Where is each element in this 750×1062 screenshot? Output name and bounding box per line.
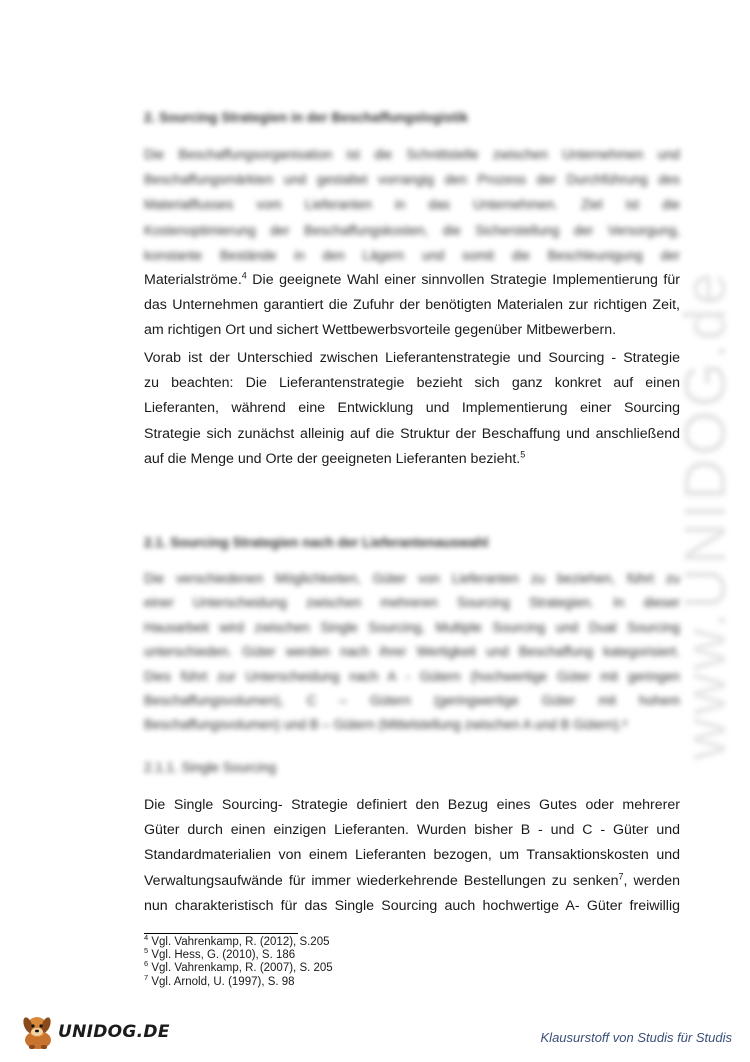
text-line: einer Unterscheidung zwischen mehreren Sourcing Strategien. In dieser (144, 595, 680, 611)
text-line: Die verschiedenen Möglichkeiten, Güter von Lieferanten zu beziehen, führt zu (144, 571, 680, 586)
subsection-heading: 2.1. Sourcing Strategien nach der Lieferantenauswahl (144, 535, 489, 550)
text-line: das Unternehmen garantiert die Zufuhr der benötigten Materialen zur richtigen Zeit, (144, 297, 680, 314)
text-line: nun charakteristisch für das Single Sourcing auch hochwertige A- Güter freiwillig (144, 897, 680, 914)
text-line: auf die Menge und Orte der geeigneten Lieferanten bezieht.$^5$ (144, 449, 526, 467)
text-line: Kostenoptimierung der Beschaffungskosten, die Sicherstellung der Versorgung, (144, 222, 680, 238)
text-line: Verwaltungsaufwände für immer wiederkehrende Bestellungen zu senken$^7$, werden (144, 870, 681, 889)
dog-mascot-icon (20, 1013, 56, 1051)
text-line: unterschieden. Güter werden nach ihrer Wertigkeit und Beschaffung kategorisiert. (144, 644, 680, 660)
text-line: Beschaffungsmärkten und gestaltet vorrangig den Prozess der Durchführung des (144, 172, 680, 188)
paragraph-4 (144, 793, 680, 919)
text-line: Beschaffungsvolumen), C – Gütern (geringwertige Güter mit hohem (144, 693, 680, 709)
footnote: $^6$ Vgl. Vahrenkamp, R. (2007), S. 205 (144, 959, 333, 975)
unidog-logo (20, 1013, 170, 1051)
text-line: konstante Bestände in den Lägern und somit die Beschleunigung der (144, 247, 680, 263)
text-line: am richtigen Ort und sichert Wettbewerbsvorteile gegenüber Mitbewerbern. (144, 322, 617, 339)
paragraph-1 (144, 142, 680, 344)
text-line: Strategie sich zunächst alleinig auf die Struktur der Beschaffung und anschließend (144, 425, 680, 442)
text-line: Vorab ist der Unterschied zwischen Lieferantenstrategie und Sourcing - Strategie (144, 350, 680, 366)
section-heading: 2. Sourcing Strategien in der Beschaffungslogistik (144, 110, 469, 125)
text-line: Standardmaterialien von einem Lieferanten bezogen, um Transaktionskosten und (144, 847, 680, 864)
footnote-ref: 7 (618, 870, 624, 881)
text-line: Materialströme.$^4$ Die geeignete Wahl einer sinnvollen Strategie Implementierung für (144, 270, 680, 289)
paragraph-3 (144, 567, 680, 738)
watermark: www.UNIDOG.de (673, 269, 738, 760)
text-line: Güter durch einen einzigen Lieferanten. Wurden bisher B - und C - Güter und (144, 822, 680, 839)
footnote: $^7$ Vgl. Arnold, U. (1997), S. 98 (144, 972, 295, 988)
text-line: Die Single Sourcing- Strategie definiert den Bezug eines Gutes oder mehrerer (144, 797, 680, 813)
paragraph-2 (144, 346, 680, 472)
footnote-divider (144, 933, 298, 934)
logo-text: UNIDOG.DE (58, 1022, 170, 1042)
footnotes (144, 933, 333, 989)
footnote: $^5$ Vgl. Hess, G. (2010), S. 186 (144, 946, 296, 962)
footer-tagline: Klausurstoff von Studis für Studis (540, 1030, 732, 1045)
text-line: Dies führt zur Unterscheidung nach A - Gütern (hochwertige Güter mit geringen (144, 668, 680, 684)
text-line: Lieferanten, während eine Entwicklung und Implementierung einer Sourcing (144, 400, 680, 417)
blurred-text-block (144, 142, 680, 268)
text-line: Materialflusses vom Lieferanten in das Unternehmen. Ziel ist die (144, 197, 680, 213)
text-line: Beschaffungsvolumen) und B – Gütern (Mittelstellung zwischen A und B Gütern).⁶ (144, 717, 628, 733)
footnote-ref: 4 (241, 270, 247, 281)
text-line: Hausarbeit wird zwischen Single Sourcing, Multiple Sourcing und Dual Sourcing (144, 619, 680, 635)
text-line: zu beachten: Die Lieferantenstrategie bezieht sich ganz konkret auf einen (144, 375, 680, 392)
footnote-ref: 5 (520, 449, 526, 460)
footnote: $^4$ Vgl. Vahrenkamp, R. (2012), S.205 (144, 933, 330, 948)
text-line: Die Beschaffungsorganisation ist die Schnittstelle zwischen Unternehmen und (144, 147, 680, 162)
subsubsection-heading: 2.1.1. Single Sourcing (144, 760, 277, 775)
